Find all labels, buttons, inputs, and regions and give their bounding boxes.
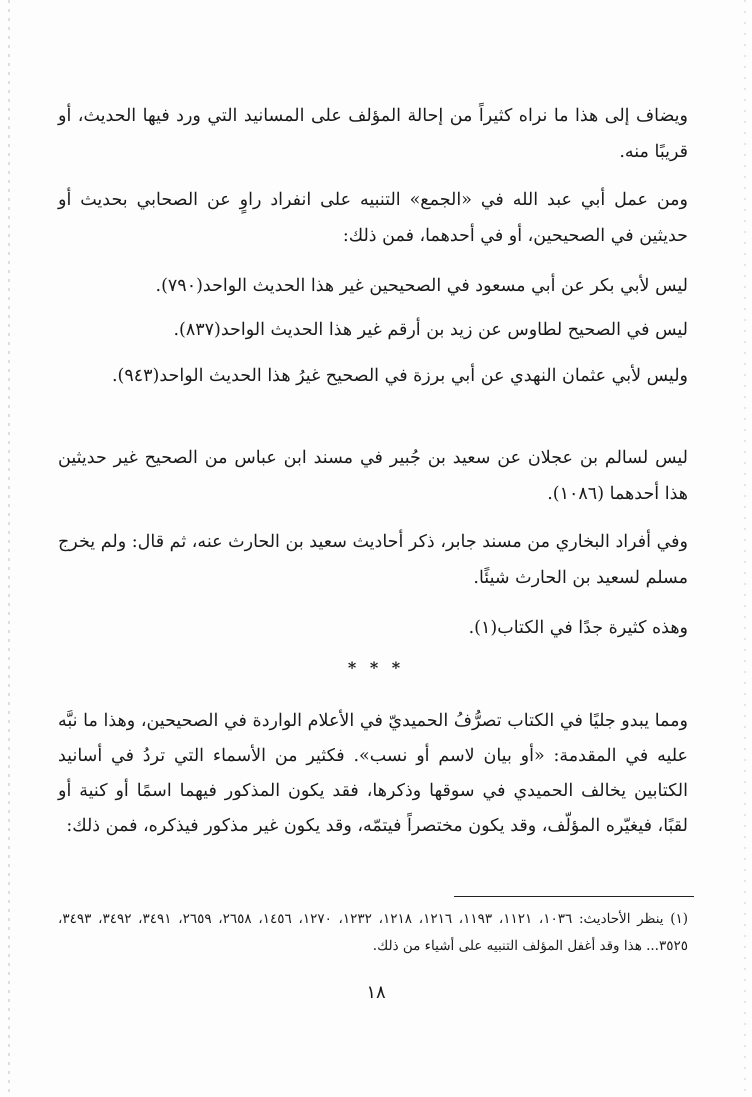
paragraph-6: ليس لسالم بن عجلان عن سعيد بن جُبير في مسند ابن عباس من الصحيح غير حديثين هذا أحدهما (١٠٨٦). [58, 448, 688, 504]
footnote: (١) ينظر الأحاديث: ١٠٣٦، ١١٢١، ١١٩٣، ١٢١٦، ١٢١٨، ١٢٣٢، ١٢٧٠، ١٤٥٦، ٢٦٥٨، ٢٦٥٩، ٣٤٩١، ٣٤٩٢، ٣٤٩٣، ٣٥٢٥... هذا وقد أغفل المؤلف التنبيه على أشياء من ذلك. [58, 911, 689, 954]
paragraph-4: ليس في الصحيح لطاوس عن زيد بن أرقم غير هذا الحديث الواحد(٨٣٧). [173, 320, 688, 340]
paragraph-1: ويضاف إلى هذا ما نراه كثيراً من إحالة المؤلف على المسانيد التي ورد فيها الحديث، أو قريبًا منه. [58, 106, 688, 162]
footnote-rule [454, 896, 694, 897]
paragraph-7: وفي أفراد البخاري من مسند جابر، ذكر أحاديث سعيد بن الحارث عنه، ثم قال: ولم يخرج مسلم لسعيد بن الحارث شيئًا. [58, 532, 688, 588]
paragraph-8: وهذه كثيرة جدًا في الكتاب(١). [468, 618, 688, 638]
scan-edge-left [8, 0, 10, 1097]
page-number: ١٨ [366, 982, 386, 1003]
paragraph-9: ومما يبدو جليًا في الكتاب تصرُّفُ الحميديّ في الأعلام الواردة في الصحيحين، وهذا ما نبَّه عليه في المقدمة: «أو بيان لاسم أو نسب». فكثير من الأسماء التي تردُ في أسانيد الكتابين يخالف الحميدي في سوقها وذكرها، فقد يكون المذكور فيهما اسمًا أو كنية أو لقبًا، فيغيّره المؤلّف، وقد يكون مختصراً فيتمّه، وقد يكون غير مذكور فيذكره، فمن ذلك: [58, 711, 688, 836]
scan-edge-right [744, 0, 746, 1097]
section-separator: * * * [347, 658, 405, 677]
paragraph-3: ليس لأبي بكر عن أبي مسعود في الصحيحين غير هذا الحديث الواحد(٧٩٠). [155, 276, 688, 296]
paragraph-2: ومن عمل أبي عبد الله في «الجمع» التنبيه على انفراد راوٍ عن الصحابي بحديث أو حديثين في الصحيحين، أو في أحدهما، فمن ذلك: [58, 190, 688, 246]
paragraph-5: وليس لأبي عثمان النهدي عن أبي برزة في الصحيح غيرُ هذا الحديث الواحد(٩٤٣). [111, 366, 688, 386]
